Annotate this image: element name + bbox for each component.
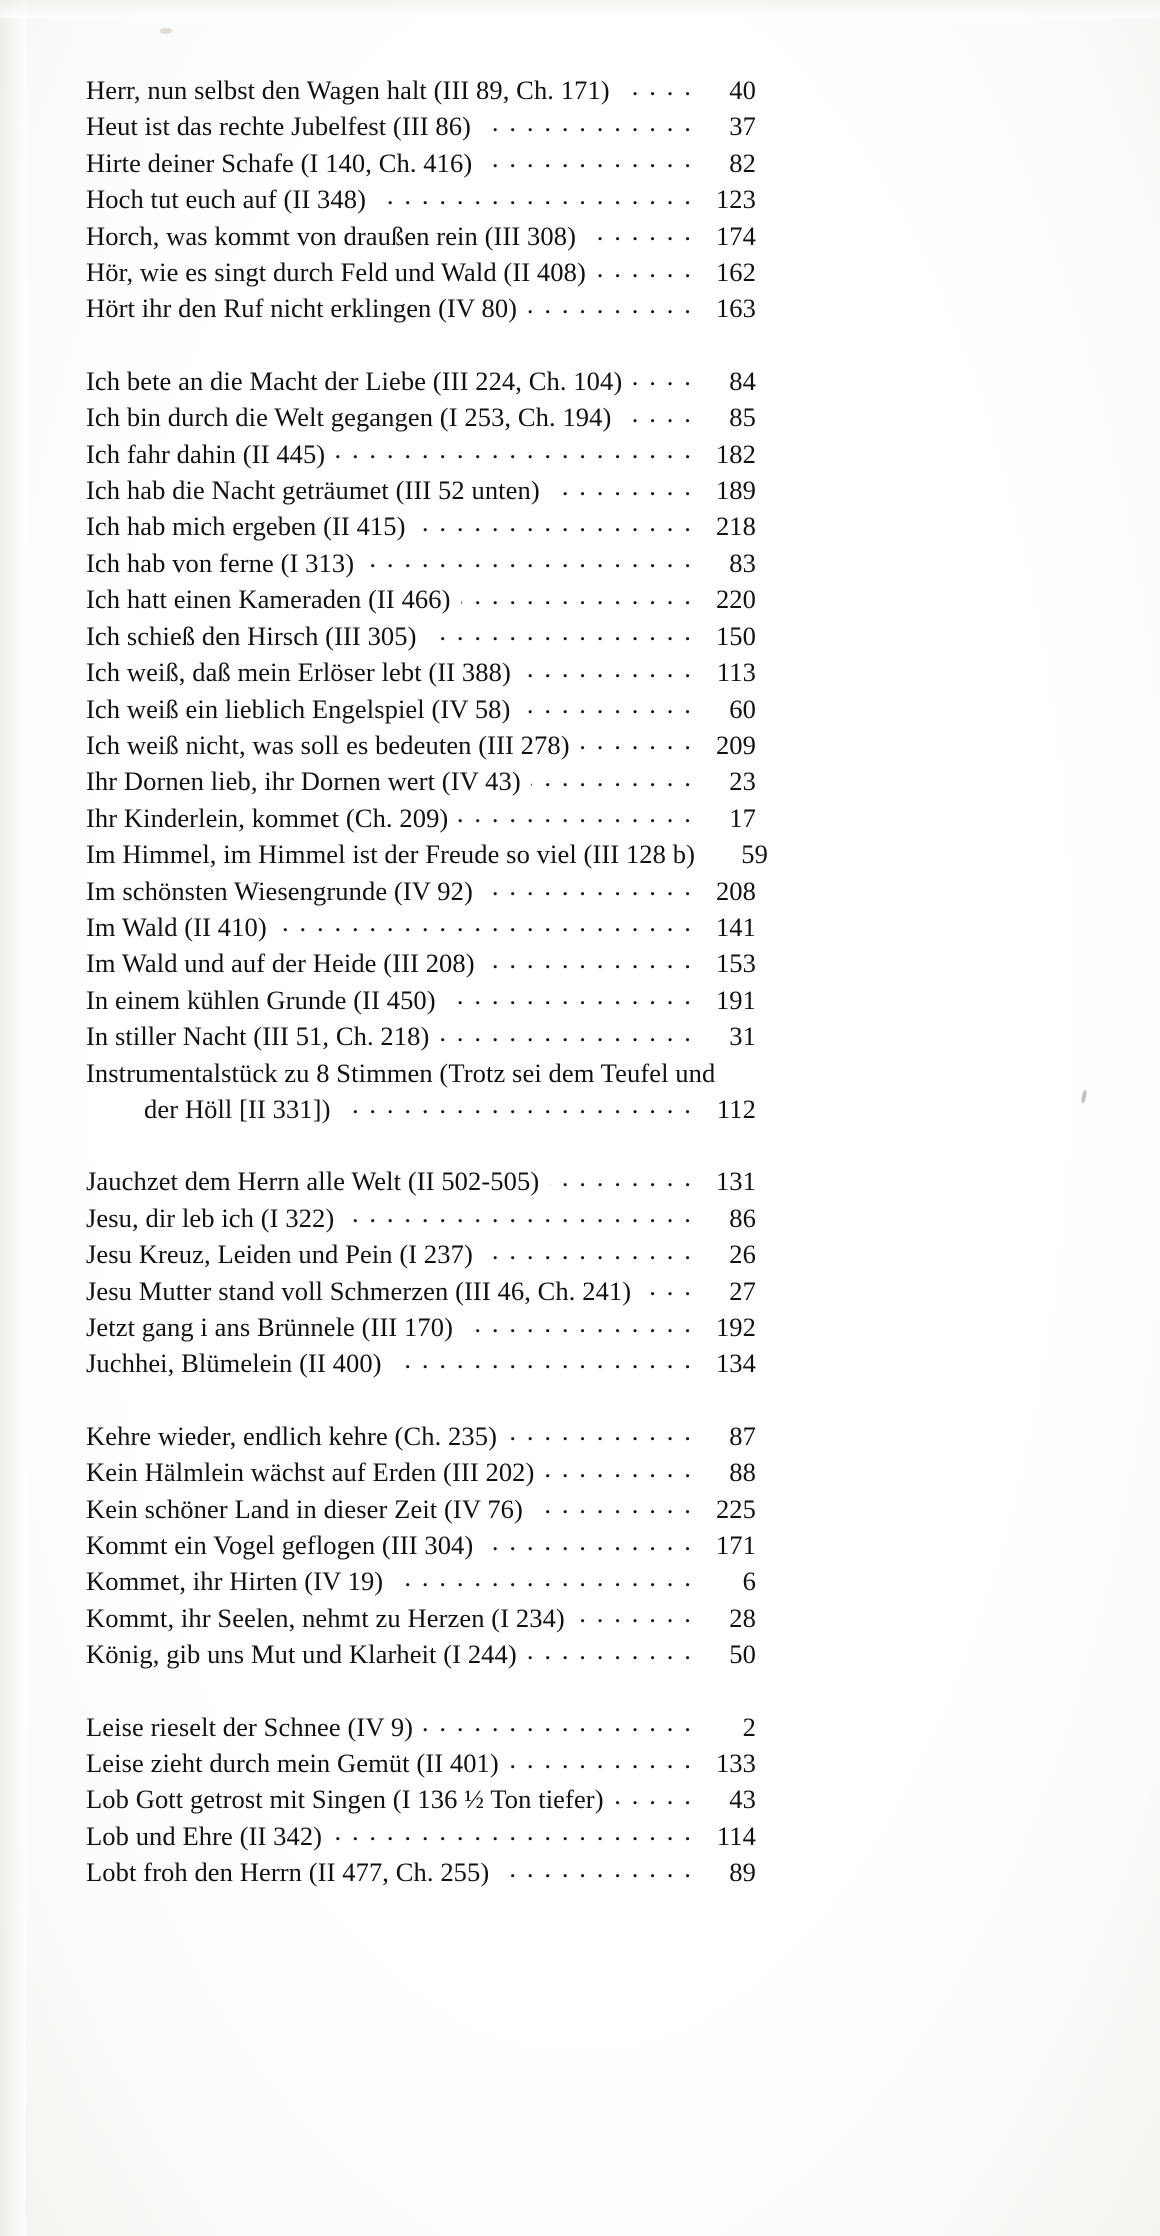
index-entry[interactable]	[86, 145, 756, 181]
index-entry-page-number: 220	[715, 584, 756, 615]
index-entry-page-number: 37	[729, 111, 756, 142]
index-entry-page-number: 225	[715, 1493, 756, 1524]
index-entry-page-number: 27	[729, 1275, 756, 1306]
index-group-h	[86, 72, 756, 327]
index-entry-title: Im Wald und auf der Heide (III 208)	[86, 948, 475, 979]
index-entry-line	[86, 399, 756, 435]
index-entry[interactable]	[86, 254, 756, 290]
index-entry-line	[86, 1600, 756, 1636]
index-entry-title: Jesu, dir leb ich (I 322)	[86, 1202, 335, 1233]
index-entry-line	[86, 72, 756, 108]
index-entry-page-number: 31	[729, 1021, 756, 1052]
dot-leader	[364, 545, 693, 572]
index-entry[interactable]	[86, 1818, 756, 1854]
dot-leader	[641, 1273, 693, 1300]
index-entry-title: Jauchzet dem Herrn alle Welt (II 502-505)	[86, 1166, 540, 1197]
index-group-j	[86, 1163, 756, 1381]
index-entry-title: Jesu Kreuz, Leiden und Pein (I 237)	[86, 1239, 473, 1270]
index-entry-line	[86, 618, 756, 654]
index-entry-title: Ihr Kinderlein, kommet (Ch. 209)	[86, 802, 449, 833]
dot-leader	[614, 1782, 693, 1809]
dot-leader	[507, 1418, 693, 1445]
index-entry-continuation-line	[86, 1091, 756, 1127]
index-entry-line	[86, 1418, 756, 1454]
index-entry[interactable]	[86, 654, 756, 690]
index-entry-line	[86, 1273, 756, 1309]
index-entry-line	[86, 1854, 756, 1890]
index-entry-title: Horch, was kommt von draußen rein (III 308)	[86, 220, 576, 251]
dot-leader	[575, 1600, 693, 1627]
dot-leader	[423, 1709, 693, 1736]
index-entry[interactable]	[86, 1527, 756, 1563]
index-entry-line	[86, 508, 756, 544]
index-entry[interactable]	[86, 1600, 756, 1636]
index-entry-page-number: 192	[715, 1312, 756, 1342]
index-entry-line	[86, 727, 756, 763]
dot-leader	[481, 109, 693, 136]
index-entry-title: In einem kühlen Grunde (II 450)	[86, 984, 436, 1015]
dot-leader	[463, 1310, 693, 1337]
index-entry-page-number: 209	[715, 729, 756, 760]
index-entry-title: Ihr Dornen lieb, ihr Dornen wert (IV 43)	[86, 766, 521, 797]
dot-leader	[483, 873, 693, 900]
index-entry[interactable]	[86, 1781, 756, 1817]
index-entry-line	[86, 800, 756, 836]
dot-leader	[586, 218, 693, 245]
index-entry[interactable]	[86, 1418, 756, 1454]
index-entry-page-number: 86	[729, 1202, 756, 1233]
dot-leader	[345, 1091, 694, 1118]
dot-leader	[277, 909, 693, 936]
index-entry-page-number: 171	[715, 1530, 756, 1561]
index-entry-line	[86, 436, 756, 472]
index-entry-line	[86, 1636, 756, 1672]
index-entry-page-number: 208	[715, 875, 756, 906]
index-entry-title: Ich schieß den Hirsch (III 305)	[86, 620, 417, 651]
index-entry-title: Juchhei, Blümelein (II 400)	[86, 1348, 382, 1379]
index-entry-page-number: 163	[715, 293, 756, 324]
index-entry-title: In stiller Nacht (III 51, Ch. 218)	[86, 1021, 430, 1052]
dot-leader	[549, 1164, 693, 1191]
index-entry-title: Kommt ein Vogel geflogen (III 304)	[86, 1530, 474, 1561]
index-entry-page-number: 218	[715, 511, 756, 542]
index-entry-title: Ich bete an die Macht der Liebe (III 224, Ch. 104)	[86, 365, 623, 396]
dot-leader	[393, 1564, 693, 1591]
index-entry-line	[86, 181, 756, 217]
dot-leader	[520, 691, 693, 718]
index-entry-title: König, gib uns Mut und Klarheit (I 244)	[86, 1639, 517, 1670]
index-entry-line	[86, 1200, 756, 1236]
dot-leader	[483, 1237, 693, 1264]
index-entry-line	[86, 1236, 756, 1272]
index-entry-line	[86, 545, 756, 581]
index-entry-line	[86, 1345, 756, 1381]
index-entry[interactable]	[86, 691, 756, 727]
index-entry[interactable]	[86, 982, 756, 1018]
index-entry[interactable]	[86, 1309, 756, 1345]
index-entry-title: Herr, nun selbst den Wagen halt (III 89, Ch. 171)	[86, 75, 610, 105]
dot-leader	[482, 145, 693, 172]
index-entry-page-number: 50	[729, 1639, 756, 1670]
index-entry-page-number: 114	[716, 1820, 756, 1851]
dot-leader	[332, 1818, 693, 1845]
dot-leader	[461, 582, 693, 609]
dot-leader	[550, 473, 693, 500]
index-entry-page-number: 83	[729, 547, 756, 578]
index-entry[interactable]	[86, 1854, 756, 1890]
index-entry-page-number: 84	[729, 365, 756, 396]
dot-leader	[544, 1455, 693, 1482]
dot-leader	[527, 1637, 693, 1664]
index-entry[interactable]	[86, 1563, 756, 1599]
index-entry[interactable]	[86, 581, 756, 617]
index-entry[interactable]	[86, 1200, 756, 1236]
index-entry-line	[86, 254, 756, 290]
index-entry-line	[86, 909, 756, 945]
index-entry-page-number: 131	[715, 1166, 756, 1197]
index-entry-page-number: 162	[715, 257, 756, 288]
index-entry-page-number: 43	[729, 1784, 756, 1815]
index-entry[interactable]	[86, 1273, 756, 1309]
index-entry-line	[86, 363, 756, 399]
index-entry-line	[86, 691, 756, 727]
index-entry[interactable]	[86, 108, 756, 144]
index-entry-title: Ich bin durch die Welt gegangen (I 253, Ch. 194)	[86, 402, 612, 433]
index-entry-line	[86, 836, 768, 872]
index-entry-title: Lob und Ehre (II 342)	[86, 1820, 323, 1851]
dot-leader	[499, 1855, 693, 1882]
index-entry-page-number: 112	[716, 1093, 756, 1124]
dot-leader	[392, 1346, 693, 1373]
index-entry-line	[86, 945, 756, 981]
index-entry-title: Im schönsten Wiesengrunde (IV 92)	[86, 875, 473, 906]
index-entry-title: Im Wald (II 410)	[86, 911, 267, 942]
index-entry-title: Hör, wie es singt durch Feld und Wald (II 408)	[86, 257, 586, 288]
dot-leader	[335, 436, 693, 463]
index-entry-title: Leise rieselt der Schnee (IV 9)	[86, 1711, 414, 1742]
index-entry-title: Instrumentalstück zu 8 Stimmen (Trotz sei dem Teufel und	[86, 1057, 716, 1088]
index-entry[interactable]	[86, 181, 756, 217]
dot-leader	[632, 363, 693, 390]
index-entry-page-number: 182	[715, 438, 756, 469]
index-entry[interactable]	[86, 945, 756, 981]
index-entry-line	[86, 472, 756, 508]
index-entry-title: Jetzt gang i ans Brünnele (III 170)	[86, 1312, 454, 1342]
index-entry[interactable]	[86, 218, 756, 254]
dot-leader	[446, 982, 693, 1009]
index-entry[interactable]	[86, 763, 756, 799]
paper-edge-left	[0, 0, 26, 2236]
index-entry[interactable]	[86, 508, 756, 544]
index-entry-page-number: 87	[729, 1420, 756, 1451]
index-group-l	[86, 1709, 756, 1891]
index-entry-title: Kein schöner Land in dieser Zeit (IV 76)	[86, 1493, 523, 1524]
index-entry-line	[86, 873, 756, 909]
index-entry-line	[86, 1745, 756, 1781]
index-entry-page-number: 133	[715, 1748, 756, 1779]
index-entry-title: Kommet, ihr Hirten (IV 19)	[86, 1566, 384, 1597]
index-entry-continuation: der Höll [II 331])	[144, 1093, 331, 1124]
index-entry-title: Kommt, ihr Seelen, nehmt zu Herzen (I 234)	[86, 1602, 565, 1633]
paper-edge-top	[0, 0, 1160, 18]
dot-leader	[580, 727, 693, 754]
index-entry-line	[86, 581, 756, 617]
index-entry-title: Hört ihr den Ruf nicht erklingen (IV 80)	[86, 293, 518, 324]
index-entry-title: Ich hab die Nacht geträumet (III 52 unten)	[86, 475, 540, 506]
index-entry-line	[86, 218, 756, 254]
index-entry-title: Leise zieht durch mein Gemüt (II 401)	[86, 1748, 499, 1779]
index-entry-line	[86, 1491, 756, 1527]
index-entry-line	[86, 290, 756, 326]
index-entry-page-number: 113	[716, 657, 756, 688]
index-entry-page-number: 17	[729, 802, 756, 833]
dot-leader	[485, 946, 693, 973]
index-entry-title: Ich fahr dahin (II 445)	[86, 438, 326, 469]
index-entry-title: Jesu Mutter stand voll Schmerzen (III 46, Ch. 241)	[86, 1275, 632, 1306]
index-entry-title: Im Himmel, im Himmel ist der Freude so viel (III 128 b)	[86, 839, 695, 870]
index-entry[interactable]	[86, 363, 756, 399]
dot-leader	[376, 182, 693, 209]
scan-speck-secondary	[160, 28, 172, 34]
index-entry[interactable]	[86, 836, 768, 872]
index-entry[interactable]	[86, 1163, 756, 1199]
index-entry[interactable]	[86, 618, 756, 654]
index-entry[interactable]	[86, 1345, 756, 1381]
index-entry-line	[86, 1781, 756, 1817]
index-entry-title: Kehre wieder, endlich kehre (Ch. 235)	[86, 1420, 498, 1451]
index-entry-page-number: 6	[742, 1566, 756, 1597]
index-entry-line	[86, 1055, 756, 1091]
index-entry-line	[86, 1818, 756, 1854]
index-entry[interactable]	[86, 1236, 756, 1272]
index-entry[interactable]	[86, 290, 756, 326]
index-entry-title: Lobt froh den Herrn (II 477, Ch. 255)	[86, 1857, 490, 1888]
index-entry-page-number: 141	[715, 911, 756, 942]
index-entry-page-number: 134	[715, 1348, 756, 1379]
index-entry-page-number: 174	[715, 220, 756, 251]
index-entry-line	[86, 654, 756, 690]
index-entry-page-number: 40	[729, 75, 756, 105]
dot-leader	[427, 618, 693, 645]
index-entry[interactable]	[86, 399, 756, 435]
dot-leader	[533, 1491, 693, 1518]
index-entry-line	[86, 145, 756, 181]
index-entry-page-number: 189	[715, 475, 756, 506]
index-entry[interactable]	[86, 1018, 756, 1054]
dot-leader	[483, 1528, 693, 1555]
dot-leader	[416, 509, 693, 536]
index-entry[interactable]	[86, 1454, 756, 1490]
index-entry-page-number: 88	[729, 1457, 756, 1488]
dot-leader	[527, 291, 693, 318]
index-entry-title: Kein Hälmlein wächst auf Erden (III 202)	[86, 1457, 535, 1488]
dot-leader	[458, 800, 693, 827]
index-entry-line	[86, 1163, 756, 1199]
index-group-i	[86, 363, 768, 1128]
index-entry-line	[86, 108, 756, 144]
index-entry-title: Ich weiß ein lieblich Engelspiel (IV 58)	[86, 693, 511, 724]
dot-leader	[531, 764, 693, 791]
index-group-k	[86, 1418, 756, 1673]
index-entry-page-number: 153	[715, 948, 756, 979]
index-entry-page-number: 82	[729, 147, 756, 178]
index-entry-page-number: 123	[715, 184, 756, 215]
index-entry-title: Ich weiß nicht, was soll es bedeuten (III 278)	[86, 729, 570, 760]
index-entry-line	[86, 982, 756, 1018]
dot-leader	[621, 400, 693, 427]
index-entry-line	[86, 763, 756, 799]
index-entry[interactable]	[86, 1709, 756, 1745]
index-entry-line	[86, 1018, 756, 1054]
index-entry[interactable]	[86, 800, 756, 836]
index-entry-title: Ich hab mich ergeben (II 415)	[86, 511, 406, 542]
index-entry[interactable]	[86, 727, 756, 763]
index-entry-line	[86, 1309, 756, 1345]
index-entry-line	[86, 1563, 756, 1599]
index-entry[interactable]	[86, 1491, 756, 1527]
index-entry-line	[86, 1709, 756, 1745]
index-entry[interactable]	[86, 545, 756, 581]
index-entry[interactable]	[86, 1636, 756, 1672]
index-entry-title: Heut ist das rechte Jubelfest (III 86)	[86, 111, 471, 142]
dot-leader	[521, 655, 693, 682]
index-entry[interactable]	[86, 909, 756, 945]
dot-leader	[509, 1746, 693, 1773]
index-entry-title: Ich hatt einen Kameraden (II 466)	[86, 584, 451, 615]
index-entry[interactable]	[86, 436, 756, 472]
index-entry-line	[86, 1527, 756, 1563]
index-entry-page-number: 26	[729, 1239, 756, 1270]
dot-leader	[596, 255, 693, 282]
index-entry-title: Hoch tut euch auf (II 348)	[86, 184, 367, 215]
index-entry-line	[86, 1454, 756, 1490]
index-entry-page-number: 85	[729, 402, 756, 433]
index-entry-title: Lob Gott getrost mit Singen (I 136 ½ Ton tiefer)	[86, 1784, 604, 1815]
index-entry[interactable]	[86, 472, 756, 508]
index-entry-page-number: 28	[729, 1602, 756, 1633]
index-entry[interactable]	[86, 1745, 756, 1781]
index-entry-page-number: 60	[729, 693, 756, 724]
index-entry[interactable]	[86, 72, 756, 108]
dot-leader	[344, 1200, 693, 1227]
index-entry-page-number: 23	[729, 766, 756, 797]
index-entry[interactable]	[86, 1055, 756, 1128]
index-entry-page-number: 191	[715, 984, 756, 1015]
index-entry-page-number: 89	[729, 1857, 756, 1888]
index-entry-page-number: 150	[715, 620, 756, 651]
index-entry-page-number: 2	[742, 1711, 756, 1742]
index-entry-title: Ich weiß, daß mein Erlöser lebt (II 388)	[86, 657, 511, 688]
dot-leader	[439, 1019, 693, 1046]
index-entry[interactable]	[86, 873, 756, 909]
index-entry-page-number: 59	[741, 839, 768, 870]
index-entry-title: Ich hab von ferne (I 313)	[86, 547, 355, 578]
index-entry-title: Hirte deiner Schafe (I 140, Ch. 416)	[86, 147, 473, 178]
dot-leader	[620, 73, 693, 100]
index-content	[86, 72, 768, 1891]
